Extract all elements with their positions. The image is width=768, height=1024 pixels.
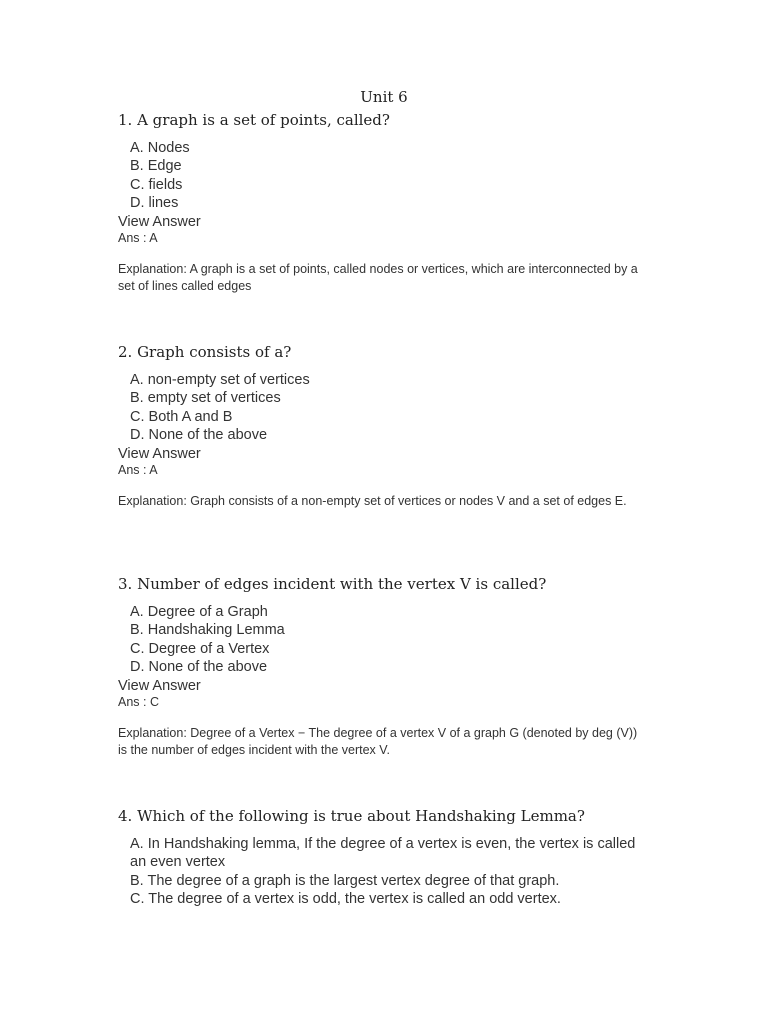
option-d: D. None of the above	[130, 658, 268, 675]
option-a: A. non-empty set of vertices	[130, 372, 310, 388]
view-answer-link[interactable]: View Answer	[118, 678, 201, 695]
option-list	[118, 139, 678, 212]
option-list	[118, 603, 678, 676]
view-answer-link[interactable]: View Answer	[118, 214, 201, 231]
option-b: B. Edge	[130, 158, 182, 175]
option-a: A. Nodes	[130, 140, 190, 156]
explanation-text: Explanation: A graph is a set of points, called nodes or vertices, which are interconnected by a set of lines called edges	[118, 262, 638, 294]
option-d: D. lines	[130, 194, 179, 211]
option-b: B. Handshaking Lemma	[130, 622, 285, 639]
option-b: B. The degree of a graph is the largest vertex degree of that graph.	[130, 872, 560, 889]
answer-text: Ans : C	[118, 695, 159, 710]
option-c: C. Both A and B	[130, 408, 233, 425]
question-2	[118, 343, 678, 510]
question-3	[118, 575, 678, 759]
question-4	[118, 807, 678, 908]
unit-title: Unit 6	[360, 88, 408, 106]
option-c: C. Degree of a Vertex	[130, 640, 270, 657]
question-title: 3. Number of edges incident with the vertex V is called?	[118, 575, 547, 593]
question-title: 2. Graph consists of a?	[118, 343, 292, 361]
explanation-text: Explanation: Degree of a Vertex − The degree of a vertex V of a graph G (denoted by deg (V)) is the number of edges incident with the vertex V.	[118, 726, 638, 758]
option-d: D. None of the above	[130, 426, 268, 443]
answer-text: Ans : A	[118, 463, 158, 478]
option-b: B. empty set of vertices	[130, 390, 281, 407]
option-list	[118, 835, 650, 908]
option-a: A. In Handshaking lemma, If the degree of a vertex is even, the vertex is called an even vertex	[130, 836, 636, 871]
question-title: 1. A graph is a set of points, called?	[118, 111, 390, 129]
question-1	[118, 111, 678, 295]
view-answer-link[interactable]: View Answer	[118, 446, 201, 463]
answer-text: Ans : A	[118, 231, 158, 246]
option-c: C. fields	[130, 176, 183, 193]
option-a: A. Degree of a Graph	[130, 604, 268, 620]
question-title: 4. Which of the following is true about Handshaking Lemma?	[118, 807, 585, 825]
explanation-text: Explanation: Graph consists of a non-empty set of vertices or nodes V and a set of edges E.	[118, 494, 627, 509]
option-c: C. The degree of a vertex is odd, the vertex is called an odd vertex.	[130, 890, 561, 907]
option-list	[118, 371, 678, 444]
